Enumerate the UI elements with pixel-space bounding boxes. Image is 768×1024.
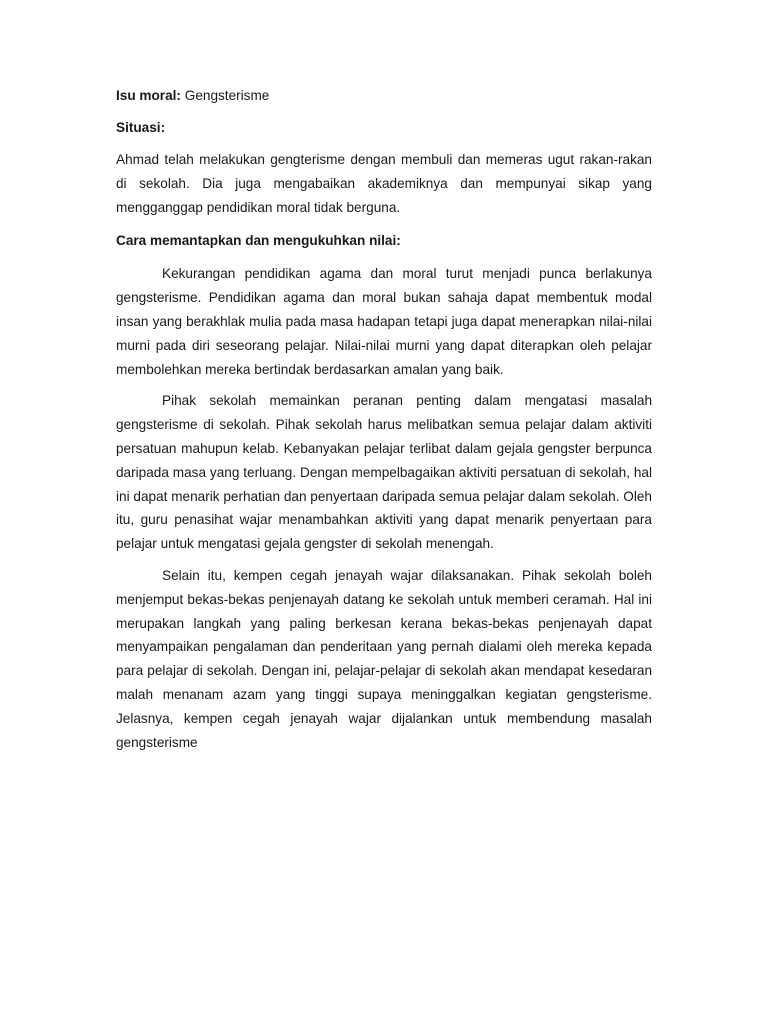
issue-line <box>116 84 652 107</box>
paragraph-3: Selain itu, kempen cegah jenayah wajar dilaksanakan. Pihak sekolah boleh menjemput bekas-bekas penjenayah datang ke sekolah untuk memberi ceramah. Hal ini merupakan langkah yang paling berkesan kerana bekas-bekas penjenayah dapat menyampaikan pengalaman dan penderitaan yang pernah dialami oleh mereka kepada para pelajar di sekolah. Dengan ini, pelajar-pelajar di sekolah akan mendapat kesedaran malah menanam azam yang tinggi supaya meninggalkan kegiatan gengsterisme. Jelasnya, kempen cegah jenayah wajar dijalankan untuk membendung masalah gengsterisme <box>116 567 652 750</box>
paragraph-2: Pihak sekolah memainkan peranan penting dalam mengatasi masalah gengsterisme di sekolah. Pihak sekolah harus melibatkan semua pelajar dalam aktiviti persatuan mahupun kelab. Kebanyakan pelajar terlibat dalam gejala gengster berpunca daripada masa yang terluang. Dengan mempelbagaikan aktiviti persatuan di sekolah, hal ini dapat menarik perhatian dan penyertaan daripada semua pelajar dalam sekolah. Oleh itu, guru penasihat wajar menambahkan aktiviti yang dapat menarik penyertaan para pelajar untuk mengatasi gejala gengster di sekolah menengah. <box>116 393 652 552</box>
issue-label: Isu moral: <box>116 88 181 103</box>
issue-value: Gengsterisme <box>180 88 270 103</box>
situation-text: Ahmad telah melakukan gengterisme dengan membuli dan memeras ugut rakan-rakan di sekolah. Dia juga mengabaikan akademiknya dan mempunyai sikap yang mengganggap pendidikan moral tidak berguna. <box>116 152 652 215</box>
paragraph-1: Kekurangan pendidikan agama dan moral turut menjadi punca berlakunya gengsterisme. Pendidikan agama dan moral bukan sahaja dapat membentuk modal insan yang berakhlak mulia pada masa hadapan tetapi juga dapat menerapkan nilai-nilai murni pada diri seseorang pelajar. Nilai-nilai murni yang dapat diterapkan oleh pelajar membolehkan mereka bertindak berdasarkan amalan yang baik. <box>116 266 652 377</box>
situation-label: Situasi: <box>116 120 166 135</box>
section-heading: Cara memantapkan dan mengukuhkan nilai: <box>116 233 401 249</box>
